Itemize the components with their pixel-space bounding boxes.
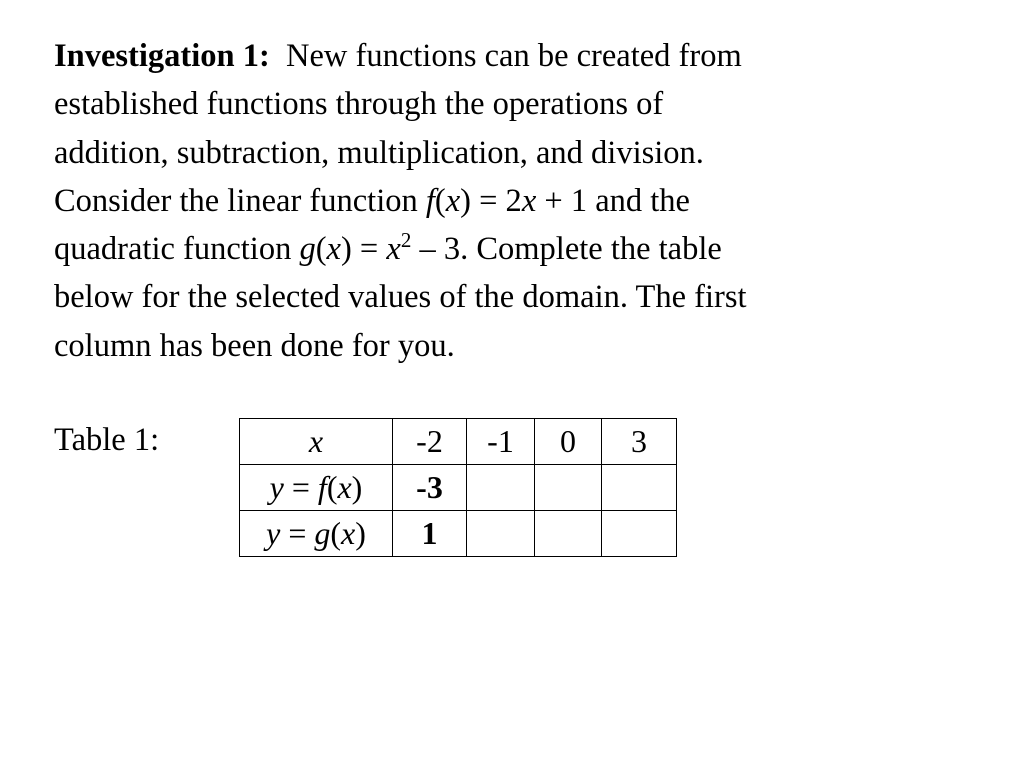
function-name-f: f [425, 182, 435, 219]
var-y: y [269, 469, 284, 505]
paren-open: ( [326, 469, 338, 505]
variable-x: x [326, 231, 341, 268]
variable-x: x [445, 182, 461, 219]
fn-f: f [317, 469, 327, 505]
linear-equals-coefficient: ) = 2 [460, 182, 522, 219]
value-cell-f: -3 [393, 465, 467, 511]
function-name-g: g [299, 231, 316, 268]
fn-g: g [314, 515, 331, 551]
equals-sign: = [280, 515, 315, 551]
value-cell-f [535, 465, 602, 511]
function-values-table [239, 418, 677, 557]
value-cell-g [535, 511, 602, 557]
paren-close: ) [355, 515, 366, 551]
table-row-f [240, 465, 677, 511]
linear-function-tail: + 1 and the [536, 182, 690, 219]
row-label-g [240, 511, 393, 557]
paragraph-text-1: New functions can be created from [286, 38, 742, 74]
paragraph-line-3: addition, subtraction, multiplication, and division. [54, 134, 704, 171]
header-cell-x: x [240, 419, 393, 465]
table-label: Table 1: [54, 422, 160, 458]
equals-sign: = [283, 469, 318, 505]
linear-function-intro: Consider the linear function [54, 182, 426, 219]
investigation-paragraph [54, 32, 954, 370]
quadratic-equals: ) = [340, 231, 387, 268]
domain-cell: 3 [602, 419, 677, 465]
var-y: y [266, 515, 281, 551]
paren-open: ( [330, 515, 342, 551]
table-row-domain [240, 419, 677, 465]
domain-cell: -2 [393, 419, 467, 465]
variable-x: x [386, 231, 401, 268]
investigation-heading: Investigation 1: [54, 38, 270, 74]
value-cell-g [467, 511, 535, 557]
paren-open: ( [434, 182, 446, 219]
variable-x: x [521, 182, 537, 219]
quadratic-function-intro: quadratic function [54, 231, 300, 268]
value-cell-g [602, 511, 677, 557]
paragraph-line-4 [54, 177, 954, 225]
paragraph-line-2: established functions through the operations of [54, 86, 664, 123]
paren-open: ( [315, 231, 327, 268]
domain-cell: -1 [467, 419, 535, 465]
domain-cell: 0 [535, 419, 602, 465]
paragraph-line-7: column has been done for you. [54, 327, 455, 364]
paren-close: ) [351, 469, 363, 505]
quadratic-function-tail: – 3. Complete the table [411, 231, 722, 268]
value-cell-f [467, 465, 535, 511]
var-x: x [341, 515, 356, 551]
paragraph-line-5 [54, 225, 954, 273]
var-x: x [337, 469, 352, 505]
paragraph-line-6: below for the selected values of the domain. The first [54, 279, 747, 316]
exponent: 2 [400, 228, 412, 253]
row-label-f [240, 465, 393, 511]
table-row-g [240, 511, 677, 557]
paragraph-line-1 [54, 32, 954, 80]
value-cell-g: 1 [393, 511, 467, 557]
value-cell-f [602, 465, 677, 511]
